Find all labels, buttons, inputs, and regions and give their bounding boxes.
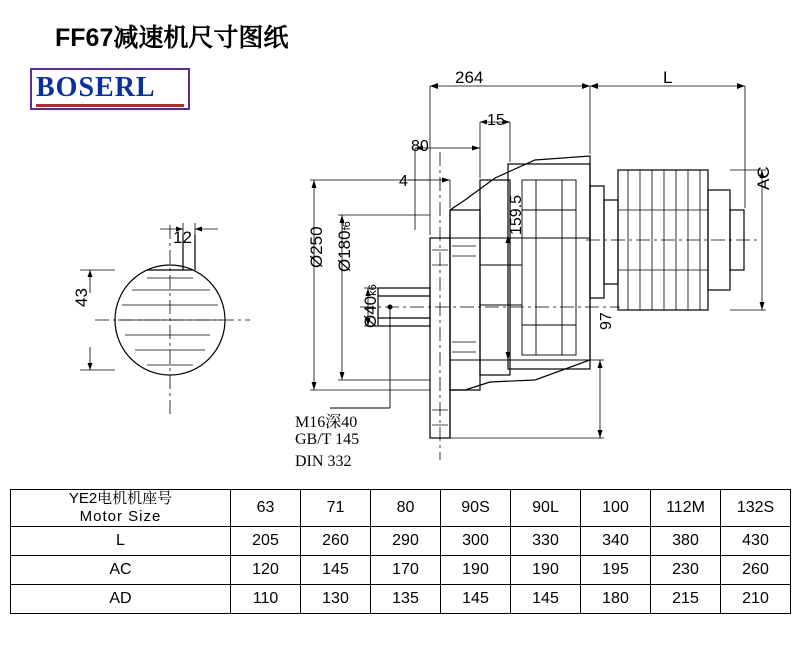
note-din: DIN 332 — [295, 453, 352, 470]
table-header-size: 71 — [301, 490, 371, 527]
motor-size-table — [10, 489, 791, 614]
table-cell: 180 — [581, 585, 651, 614]
table-cell: 340 — [581, 527, 651, 556]
table-cell: 130 — [301, 585, 371, 614]
dim-43-label: 43 — [72, 288, 91, 307]
table-header-label-cn: YE2电机机座号 — [68, 490, 173, 507]
table-cell: 230 — [651, 556, 721, 585]
dim-15-label: 15 — [487, 112, 505, 129]
dim-d40-tolerance: k6 — [367, 284, 379, 296]
table-header-size: 90L — [511, 490, 581, 527]
table-cell: 145 — [511, 585, 581, 614]
note-gbt: GB/T 145 — [295, 431, 360, 448]
dim-4-label: 4 — [399, 173, 408, 190]
logo-underline — [36, 104, 184, 107]
table-cell: 260 — [721, 556, 791, 585]
row-label: AC — [11, 556, 231, 585]
table-cell: 145 — [441, 585, 511, 614]
table-cell: 120 — [231, 556, 301, 585]
table-cell: 260 — [301, 527, 371, 556]
table-cell: 145 — [301, 556, 371, 585]
dim-AC-label: AC — [754, 166, 773, 190]
table-header-size: 63 — [231, 490, 301, 527]
table-cell: 190 — [511, 556, 581, 585]
table-cell: 190 — [441, 556, 511, 585]
table-cell: 330 — [511, 527, 581, 556]
page-title: FF67减速机尺寸图纸 — [55, 24, 289, 52]
table-row — [11, 585, 791, 614]
table-header-size: 132S — [721, 490, 791, 527]
table-header-size: 90S — [441, 490, 511, 527]
table-header-label — [11, 490, 231, 527]
dim-d250-label: Ø250 — [307, 226, 326, 268]
shaft-end-view — [50, 215, 290, 445]
dim-d40-group — [361, 284, 381, 328]
dim-d180-group — [335, 221, 355, 272]
note-m16: M16深40 — [295, 414, 358, 431]
table-cell: 205 — [231, 527, 301, 556]
table-cell: 380 — [651, 527, 721, 556]
table-header-size: 112M — [651, 490, 721, 527]
table-cell: 110 — [231, 585, 301, 614]
dim-1595-label: 159.5 — [508, 194, 525, 235]
table-cell: 300 — [441, 527, 511, 556]
table-cell: 430 — [721, 527, 791, 556]
table-cell: 210 — [721, 585, 791, 614]
dim-d180-label: Ø180 — [335, 230, 354, 272]
row-label: L — [11, 527, 231, 556]
table-cell: 170 — [371, 556, 441, 585]
dim-80-label: 80 — [411, 138, 429, 155]
table-cell: 135 — [371, 585, 441, 614]
dim-97-label: 97 — [598, 312, 615, 330]
logo-text: BOSERL — [36, 72, 156, 103]
table-header-size: 100 — [581, 490, 651, 527]
dim-d180-tolerance: f6 — [341, 221, 353, 231]
table-row — [11, 527, 791, 556]
table-row — [11, 556, 791, 585]
table-cell: 290 — [371, 527, 441, 556]
table-cell: 195 — [581, 556, 651, 585]
dim-264-label: 264 — [455, 68, 484, 87]
table-header-size: 80 — [371, 490, 441, 527]
motor-flange — [590, 186, 604, 298]
dim-L-label: L — [663, 68, 673, 87]
table-header-row — [11, 490, 791, 527]
dim-12-label: 12 — [173, 228, 192, 247]
gearbox-assembly-view — [290, 60, 790, 480]
dim-d40-label: Ø40 — [361, 295, 380, 328]
table-header-label-en: Motor Size — [79, 508, 162, 525]
row-label: AD — [11, 585, 231, 614]
table-cell: 215 — [651, 585, 721, 614]
